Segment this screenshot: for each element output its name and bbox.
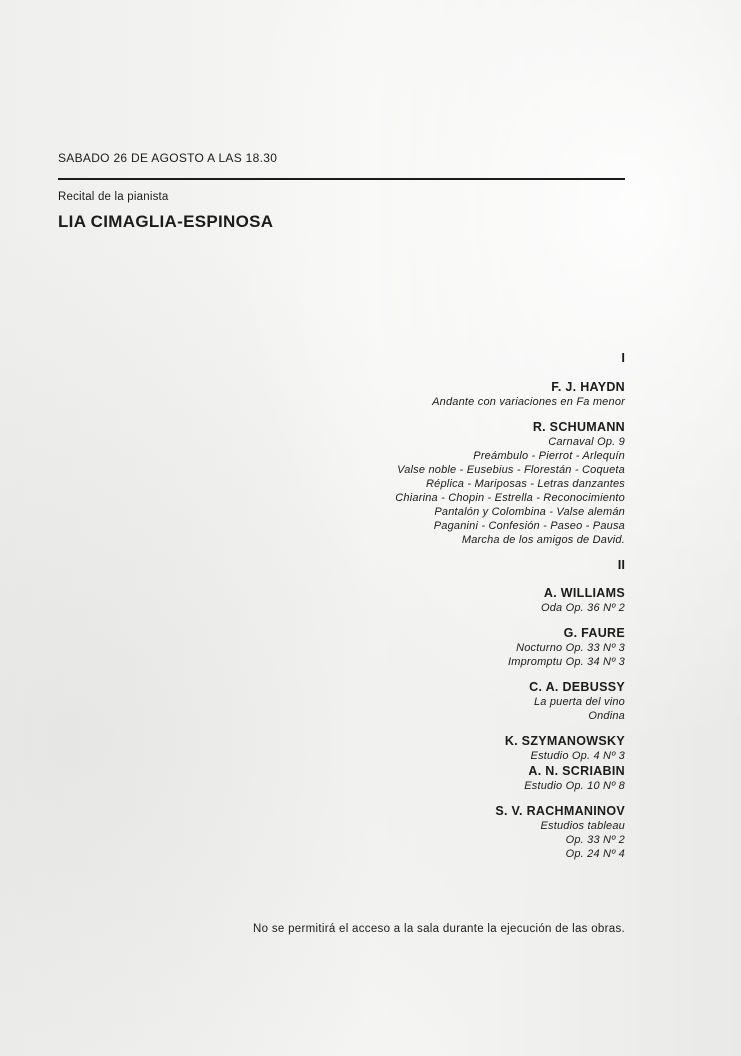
part-one-heading: I xyxy=(621,350,625,365)
composer-name: A. WILLIAMS xyxy=(543,586,625,600)
program-item-scriabin xyxy=(205,763,625,793)
performer-name: LIA CIMAGLIA-ESPINOSA xyxy=(58,212,274,231)
work-movements: Pantalón y Colombina - Valse alemán xyxy=(434,506,625,518)
work-movements: Paganini - Confesión - Paseo - Pausa xyxy=(433,520,625,532)
composer-name: A. N. SCRIABIN xyxy=(528,764,625,778)
composer-name: F. J. HAYDN xyxy=(551,380,625,394)
program-item-rachmaninov xyxy=(205,803,625,861)
program-item-schumann xyxy=(205,419,625,547)
work-title: Op. 33 Nº 2 xyxy=(565,834,625,846)
work-title: Andante con variaciones en Fa menor xyxy=(432,396,625,408)
program-item-debussy xyxy=(205,679,625,723)
work-title: Op. 24 Nº 4 xyxy=(565,848,625,860)
program-item-williams xyxy=(205,585,625,615)
work-movements: Réplica - Mariposas - Letras danzantes xyxy=(426,478,625,490)
work-title: Nocturno Op. 33 Nº 3 xyxy=(516,642,625,654)
program-item-faure xyxy=(205,625,625,669)
composer-name: K. SZYMANOWSKY xyxy=(504,734,625,748)
part-two-heading: II xyxy=(617,557,625,572)
header-rule xyxy=(58,178,625,180)
work-title: Estudio Op. 10 Nº 8 xyxy=(524,780,625,792)
work-title: Oda Op. 36 Nº 2 xyxy=(540,602,625,614)
composer-name: C. A. DEBUSSY xyxy=(529,680,625,694)
work-title: Ondina xyxy=(588,710,625,722)
composer-name: G. FAURE xyxy=(563,626,625,640)
work-title: Estudios tableau xyxy=(540,820,625,832)
recital-subtitle: Recital de la pianista xyxy=(58,191,169,203)
program-item-haydn xyxy=(205,379,625,409)
access-notice: No se permitirá el acceso a la sala durante la ejecución de las obras. xyxy=(253,923,625,935)
work-title: Estudio Op. 4 Nº 3 xyxy=(530,750,625,762)
program-item-szymanowsky xyxy=(205,733,625,763)
event-date: SABADO 26 DE AGOSTO A LAS 18.30 xyxy=(58,151,278,165)
composer-name: S. V. RACHMANINOV xyxy=(495,804,625,818)
composer-name: R. SCHUMANN xyxy=(532,420,625,434)
work-movements: Marcha de los amigos de David. xyxy=(461,534,625,546)
work-title: Impromptu Op. 34 Nº 3 xyxy=(507,656,625,668)
work-movements: Chiarina - Chopin - Estrella - Reconocimiento xyxy=(395,492,625,504)
work-movements: Preámbulo - Pierrot - Arlequín xyxy=(473,450,625,462)
program-list xyxy=(205,350,625,871)
work-title: Carnaval Op. 9 xyxy=(548,436,625,448)
work-title: La puerta del vino xyxy=(533,696,625,708)
work-movements: Valse noble - Eusebius - Florestán - Coqueta xyxy=(397,464,625,476)
